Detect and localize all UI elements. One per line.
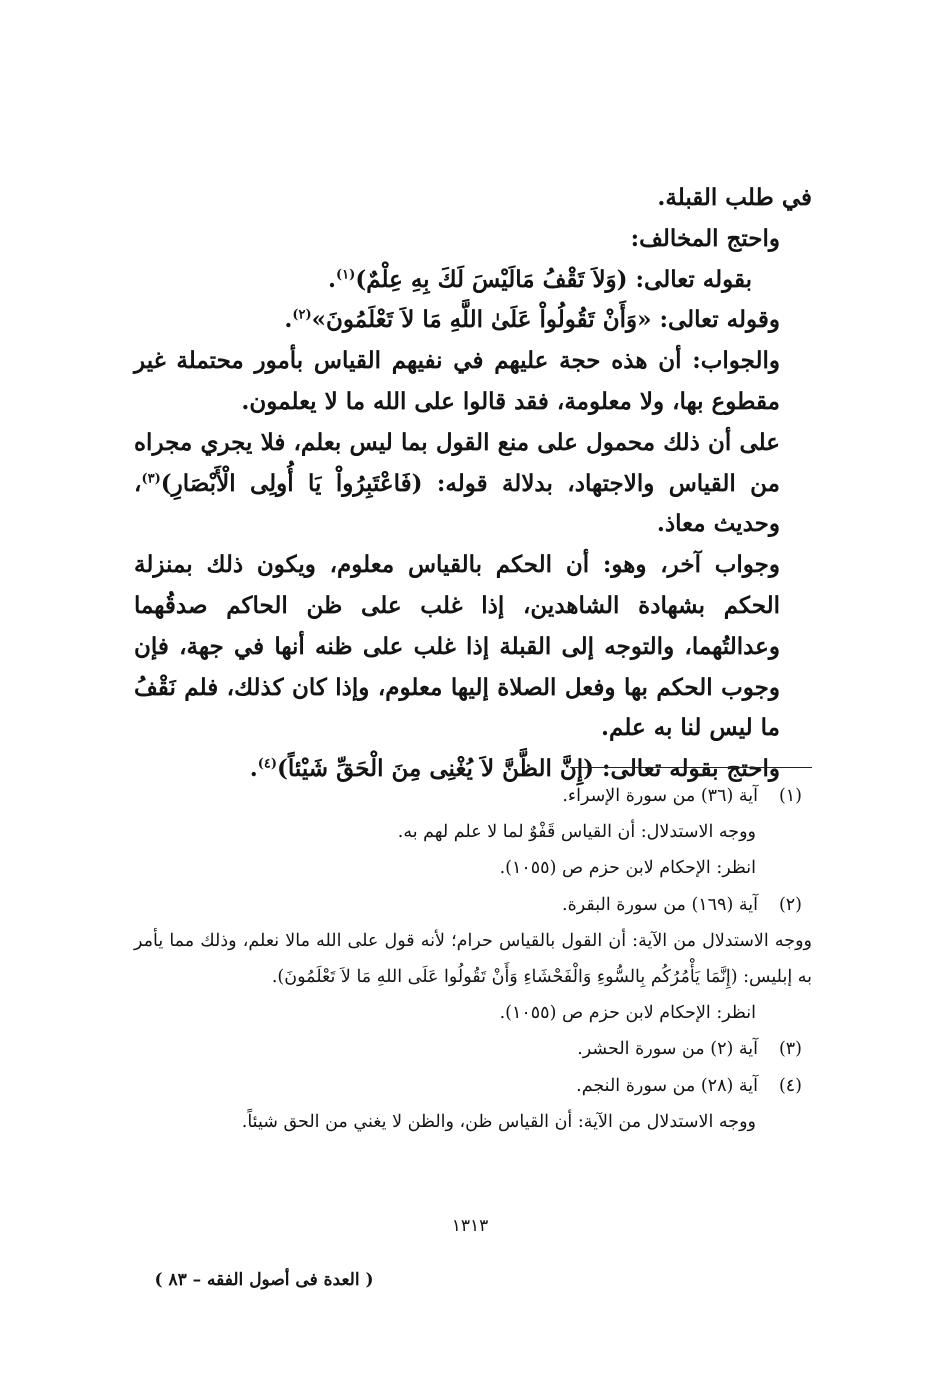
footnote-text: آية (١٦٩) من سورة البقرة.: [562, 894, 758, 915]
footnotes: [134, 778, 812, 1140]
paragraph-another-answer: وجواب آخر، وهو: أن الحكم بالقياس معلوم، ويكون ذلك بمنزلة الحكم بشهادة الشاهدين، إذا غلب على ظن الحاكم صدقُهما وعدالتُهما، والتوجه إلى القبلة إذا غلب على ظنه أنها في جهة، فإن وجوب الحكم بها وفعل الصلاة إليها معلوم، وإذا كان كذلك، فلم نَقْفُ ما ليس لنا به علم.: [134, 551, 780, 742]
footnote-2: [134, 887, 812, 923]
line-qibla: في طلب القبلة.: [657, 184, 812, 211]
footnote-text: آية (٢) من سورة الحشر.: [577, 1039, 758, 1060]
footnote-ref-3: (٣): [141, 470, 161, 486]
footnote-text: آية (٢٨) من سورة النجم.: [576, 1075, 758, 1096]
footnote-number: (٤): [778, 1075, 802, 1096]
footnote-1: [134, 778, 812, 814]
footnote-ref-1: (١): [336, 266, 356, 282]
footnote-ref-2: (٢): [292, 307, 312, 323]
footnote-1-reference: انظر: الإحكام لابن حزم ص (١٠٥٥).: [499, 858, 756, 879]
main-text: [134, 178, 812, 790]
paragraph-answer: والجواب: أن هذه حجة عليهم في نفيهم القياس بأمور محتملة غير مقطوع بها، ولا معلومة، فقد قالوا على الله ما لا يعلمون.: [134, 347, 780, 415]
footnote-number: (٢): [778, 894, 802, 915]
footnote-3: [134, 1031, 812, 1067]
verse-line-1: بقوله تعالى: (وَلاَ تَقْفُ مَالَيْسَ لَكَ بِهِ عِلْمٌ)$^{(١)}$.: [328, 265, 752, 293]
footnote-1-reasoning: ووجه الاستدلال: أن القياس قَفْوٌ لما لا علم لهم به.: [397, 822, 756, 843]
footnote-separator: [570, 767, 812, 768]
footnote-number: (١): [778, 786, 802, 806]
footnote-4-reasoning: ووجه الاستدلال من الآية: أن القياس ظن، والظن لا يغني من الحق شيئاً.: [241, 1111, 756, 1132]
footnote-2-reasoning: ووجه الاستدلال من الآية: أن القول بالقياس حرام؛ لأنه قول على الله مالا نعلم، وذلك مما يأمر به إبليس: (إِنَّمَا يَأْمُرُكُم بِالسُّوءِ وَالْفَحْشَاءِ وَأَنْ تَقُولُوا عَلَى اللهِ مَا لاَ تَعْلَمُونَ).: [134, 930, 812, 988]
footnote-ref-4: (٤): [257, 756, 278, 772]
footnote-number: (٣): [778, 1039, 802, 1060]
heading-opponent-argument: واحتج المخالف:: [630, 224, 780, 252]
paragraph-opponent-verse: واحتج بقوله تعالى: (إِنَّ الظَّنَّ لاَ يُغْنِى مِنَ الْحَقِّ شَيْئاً)$^{(٤)}$.: [249, 755, 780, 783]
footnote-text: آية (٣٦) من سورة الإسراء.: [562, 786, 758, 806]
verse-line-2: وقوله تعالى: «وَأَنْ تَقُولُواْ عَلَىٰ اللَّهِ مَا لاَ تَعْلَمُونَ»$^{(٢)}$.: [284, 306, 780, 334]
paragraph-restriction: على أن ذلك محمول على منع القول بما ليس بعلم، فلا يجري مجراه من القياس والاجتهاد، بدلالة قوله: (فَاعْتَبِرُواْ يَا أُولِى الْأَبْصَارِ)$^{(٣)}$، وحديث معاذ.: [134, 428, 780, 538]
running-footer: ( العدة فى أصول الفقه – ٨٣ ): [154, 1270, 374, 1290]
page-number: ١٣١٣: [451, 1216, 489, 1236]
footnote-4: [134, 1068, 812, 1104]
footnote-2-reference: انظر: الإحكام لابن حزم ص (١٠٥٥).: [499, 1003, 756, 1024]
